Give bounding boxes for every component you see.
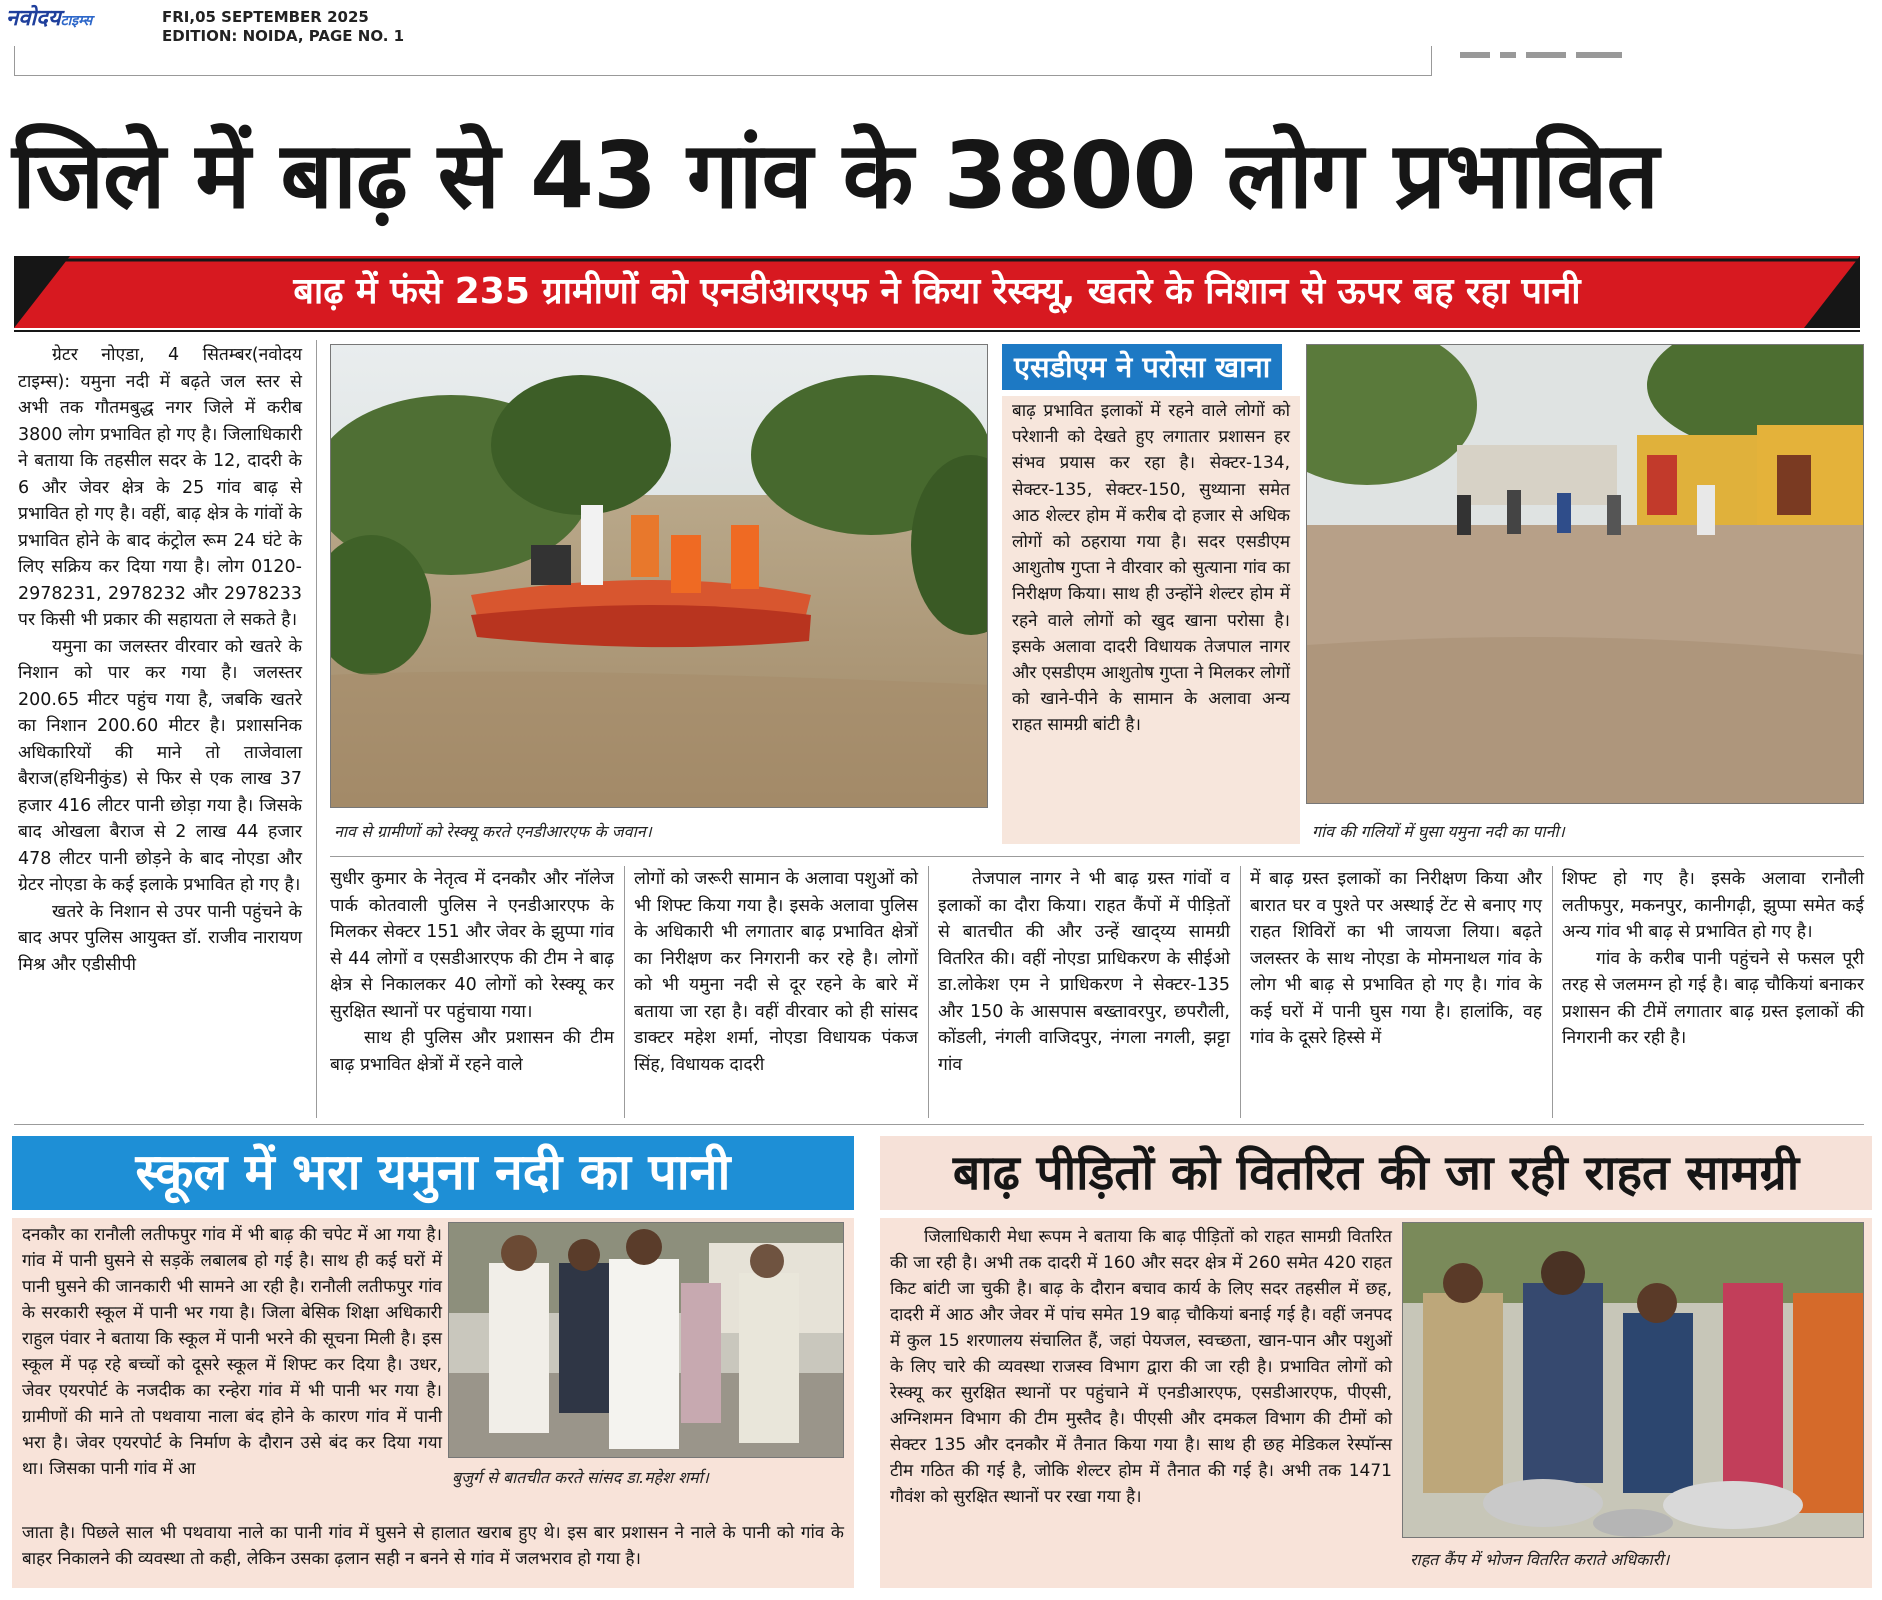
boat-photo-caption: नाव से ग्रामीणों को रेस्क्यू करते एनडीआरएफ के जवान। [334,822,652,841]
logo-subtext: टाइम्स [60,13,93,29]
section-divider [14,1124,1864,1125]
boat-rescue-photo [330,344,988,808]
column-divider [1552,866,1553,1118]
school-story-text-continued: जाता है। पिछले साल भी पथवाया नाले का पानी गांव में घुसने से हालात खराब हुए थे। इस बार प्रशासन ने नाले के पानी को गांव के बाहर निकालने की व्यवस्था तो कही, लेकिन उसका ढ़लान सही न बनने से गांव में जलभराव हो गया है। [22,1523,844,1569]
mp-meeting-photo [448,1222,844,1458]
street-photo-caption: गांव की गलियों में घुसा यमुना नदी का पानी। [1312,822,1565,841]
article-paragraph: तेजपाल नागर ने भी बाढ़ ग्रस्त गांवों व इलाकों का दौरा किया। राहत कैंपों में पीड़ितों से बातचीत की और उन्हें खाद्य्य सामग्री वितरित की। वहीं नोएडा प्राधिकरण के सीईओ डा.लोकेश एम ने प्राधिकरण ने सेक्टर-135 और 150 के आसपास बख्तावरपुर, छपरौली, कोंडली, नंगली वाजिदपुर, नंगला नगली, झट्टा गांव [938,869,1230,1075]
subheadline-band [14,256,1860,328]
edition-date: FRI,05 SEPTEMBER 2025 [162,8,369,26]
edition-page: EDITION: NOIDA, PAGE NO. 1 [162,27,405,45]
article-paragraph: लोगों को जरूरी सामान के अलावा पशुओं को भी शिफ्ट किया गया है। इसके अलावा पुलिस के अधिकारी भी लगातार बाढ़ प्रभावित क्षेत्रों का निरीक्षण कर निगरानी कर रहे है। लोगों को भी यमुना नदी से दूर रहने के बारे में बताया जा रहा है। वहीं वीरवार को ही सांसद डाक्टर महेश शर्मा, नोएडा विधायक पंकज सिंह, विधायक दादरी [634,869,918,1075]
article-column-5 [1250,866,1542,1052]
newspaper-logo [6,2,92,32]
edition-info [162,8,404,46]
article-paragraph: ग्रेटर नोएडा, 4 सितम्बर(नवोदय टाइम्स): यमुना नदी में बढ़ते जल स्तर से अभी तक गौतमबुद्ध नगर जिले में करीब 3800 लोग प्रभावित हो गए है। जिलाधिकारी ने बताया कि तहसील सदर के 12, दादरी के 6 और जेवर क्षेत्र के 25 गांव बाढ़ से प्रभावित हो गए है। वहीं, बाढ़ क्षेत्र के गांवों के प्रभावित होने के बाद कंट्रोल रूम 24 घंटे के लिए सक्रिय कर दिया गया है। लोग 0120-2978231, 2978232 और 2978233 पर किसी भी प्रकार की सहायता ले सकते है। [18,345,302,630]
boat-rescue-image [331,345,988,808]
sdm-box [1002,396,1300,844]
logo-text: नवोदय [6,6,61,31]
relief-camp-image [1403,1223,1864,1538]
sdm-box-text: बाढ़ प्रभावित इलाकों में रहने वाले लोगों को परेशानी को देखते हुए लगातार प्रशासन हर संभव प्रयास कर रहा है। सेक्टर-134, सेक्टर-135, सेक्टर-150, सुथ्याना समेत आठ शेल्टर होम में करीब दो हजार से अधिक लोगों को ठहराया गया है। सदर एसडीएम आशुतोष गुप्ता ने वीरवार को सुत्याना गांव का निरीक्षण किया। साथ ही उन्होंने शेल्टर होम में रहने वाले लोगों को खुद खाना परोसा है। इसके अलावा दादरी विधायक तेजपाल नागर और एसडीएम आशुतोष गुप्ता ने मिलकर लोगों को खाने-पीने के सामान के अलावा अन्य राहत सामग्री बांटी है। [1012,401,1290,736]
article-paragraph: शिफ्ट हो गए है। इसके अलावा रानौली लतीफपुर, मकनपुर, कानीगढ़ी, झुप्पा समेत कई अन्य गांव भी बाढ़ से प्रभावित हो गए है। [1562,869,1864,942]
photo-row-divider [330,856,1864,857]
flooded-street-image [1307,345,1864,804]
top-cut-box [14,46,1432,76]
camp-photo-caption: राहत कैंप में भोजन वितरित कराते अधिकारी। [1410,1550,1670,1569]
relief-camp-photo [1402,1222,1864,1538]
article-column-1 [18,342,302,978]
school-story-text: दनकौर का रानौली लतीफपुर गांव में भी बाढ़ की चपेट में आ गया है। गांव में पानी घुसने से सड़कें लबालब हो गई है। साथ ही कई घरों में पानी घुसने की जानकारी भी सामने आ रही है। रानौली लतीफपुर गांव के सरकारी स्कूल में पानी भर गया है। जिला बेसिक शिक्षा अधिकारी राहुल पंवार ने बताया कि स्कूल में पानी भरने की सूचना मिली है। इस स्कूल में पढ़ रहे बच्चों को दूसरे स्कूल में शिफ्ट कर दिया है। उधर, जेवर एयरपोर्ट के नजदीक का रन्हेरा गांव में भी पानी भर गया है। ग्रामीणों की माने तो पथवाया नाला बंद होने के कारण गांव में पानी भरा है। जेवर एयरपोर्ट के निर्माण के दौरान उसे बंद कर दिया गया था। जिसका पानी गांव में आ [22,1225,442,1479]
article-column-4 [938,866,1230,1078]
article-paragraph: में बाढ़ ग्रस्त इलाकों का निरीक्षण किया और बारात घर व पुश्ते पर अस्थाई टेंट से बनाए गए राहत शिविरों का भी जायजा लिया। बढ़ते जलस्तर के साथ नोएडा के मोमनाथल गांव के लोग भी बाढ़ से प्रभावित हो गए है। गांव के कई घरों में पानी घुस गया है। हालांकि, वह गांव के दूसरे हिस्से में [1250,869,1542,1048]
relief-story-headline: बाढ़ पीड़ितों को वितरित की जा रही राहत सामग्री [880,1136,1872,1210]
mp-meeting-image [449,1223,844,1458]
article-paragraph: खतरे के निशान से उपर पानी पहुंचने के बाद अपर पुलिस आयुक्त डॉ. राजीव नारायण मिश्र और एडीसीपी [18,901,302,975]
article-paragraph: यमुना का जलस्तर वीरवार को खतरे के निशान को पार कर गया है। जलस्तर 200.65 मीटर पहुंच गया है, जबकि खतरे का निशान 200.60 मीटर है। प्रशासनिक अधिकारियों की माने तो ताजेवाला बैराज(हथिनीकुंड) से फिर से एक लाख 37 हजार 416 लीटर पानी छोड़ा गया है। जिसके बाद ओखला बैराज से 2 लाख 44 हजार 478 लीटर पानी छोड़ने के बाद नोएडा और ग्रेटर नोएडा के कई इलाके प्रभावित हो गए है। [18,636,302,895]
article-column-2 [330,866,614,1078]
article-paragraph: सुधीर कुमार के नेतृत्व में दनकौर और नॉलेज पार्क कोतवाली पुलिस ने एनडीआरएफ के मिलकर सेक्टर 151 और जेवर के झुप्पा गांव से 44 लोगों व एसडीआरएफ की टीम ने बाढ़ क्षेत्र से निकालकर 40 लोगों को रेस्क्यू कर सुरक्षित स्थानों पर पहुंचाया गया। [330,869,614,1022]
sdm-box-title: एसडीएम ने परोसा खाना [1002,344,1282,390]
column-divider [316,340,317,1118]
flooded-street-photo [1306,344,1864,804]
mp-photo-caption: बुजुर्ग से बातचीत करते सांसद डा.महेश शर्मा। [452,1468,709,1487]
cut-off-text-fragment [1460,48,1630,62]
article-column-3 [634,866,918,1078]
article-column-6 [1562,866,1864,1052]
article-paragraph: गांव के करीब पानी पहुंचने से फसल पूरी तरह से जलमग्न हो गई है। बाढ़ चौकियां बनाकर प्रशासन की टीमें लगातार बाढ़ ग्रस्त इलाकों की निगरानी कर रही है। [1562,948,1864,1048]
article-paragraph: साथ ही पुलिस और प्रशासन की टीम बाढ़ प्रभावित क्षेत्रों में रहने वाले [330,1028,614,1075]
relief-story-text: जिलाधिकारी मेधा रूपम ने बताया कि बाढ़ पीड़ितों को राहत सामग्री वितरित की जा रही है। अभी तक दादरी में 160 और सदर क्षेत्र में 260 समेत 420 राहत किट बांटी जा चुकी है। बाढ़ के दौरान बचाव कार्य के लिए सदर तहसील में छह, दादरी में आठ और जेवर में पांच समेत 19 बाढ़ चौकियां बनाई गई है। वहीं जनपद में कुल 15 शरणालय संचालित हैं, जहां पेयजल, स्वच्छता, खान-पान और पशुओं के लिए चारे की व्यवस्था राजस्व विभाग द्वारा की जा रही है। प्रभावित लोगों को रेस्क्यू कर सुरक्षित स्थानों पर पहुंचाने में एनडीआरएफ, एसडीआरएफ, पीएसी, अग्निशमन विभाग की टीम मुस्तैद है। पीएसी और दमकल विभाग की टीमों को सेक्टर 135 और दनकौर में तैनात किया गया है। साथ ही छह मेडिकल रेस्पॉन्स टीम गठित की गई है, जोकि शेल्टर होम में तैनात की गई है। अभी तक 1471 गौवंश को सुरक्षित स्थानों पर रखा गया है। [890,1227,1392,1507]
column-divider [624,866,625,1118]
column-divider [928,866,929,1118]
column-divider [1240,866,1241,1118]
main-headline: जिले में बाढ़ से 43 गांव के 3800 लोग प्रभावित [12,122,1658,229]
band-underline [14,330,1860,332]
school-story-headline: स्कूल में भरा यमुना नदी का पानी [12,1136,854,1210]
subheadline: बाढ़ में फंसे 235 ग्रामीणों को एनडीआरएफ ने किया रेस्क्यू, खतरे के निशान से ऊपर बह रहा पानी [293,271,1581,312]
